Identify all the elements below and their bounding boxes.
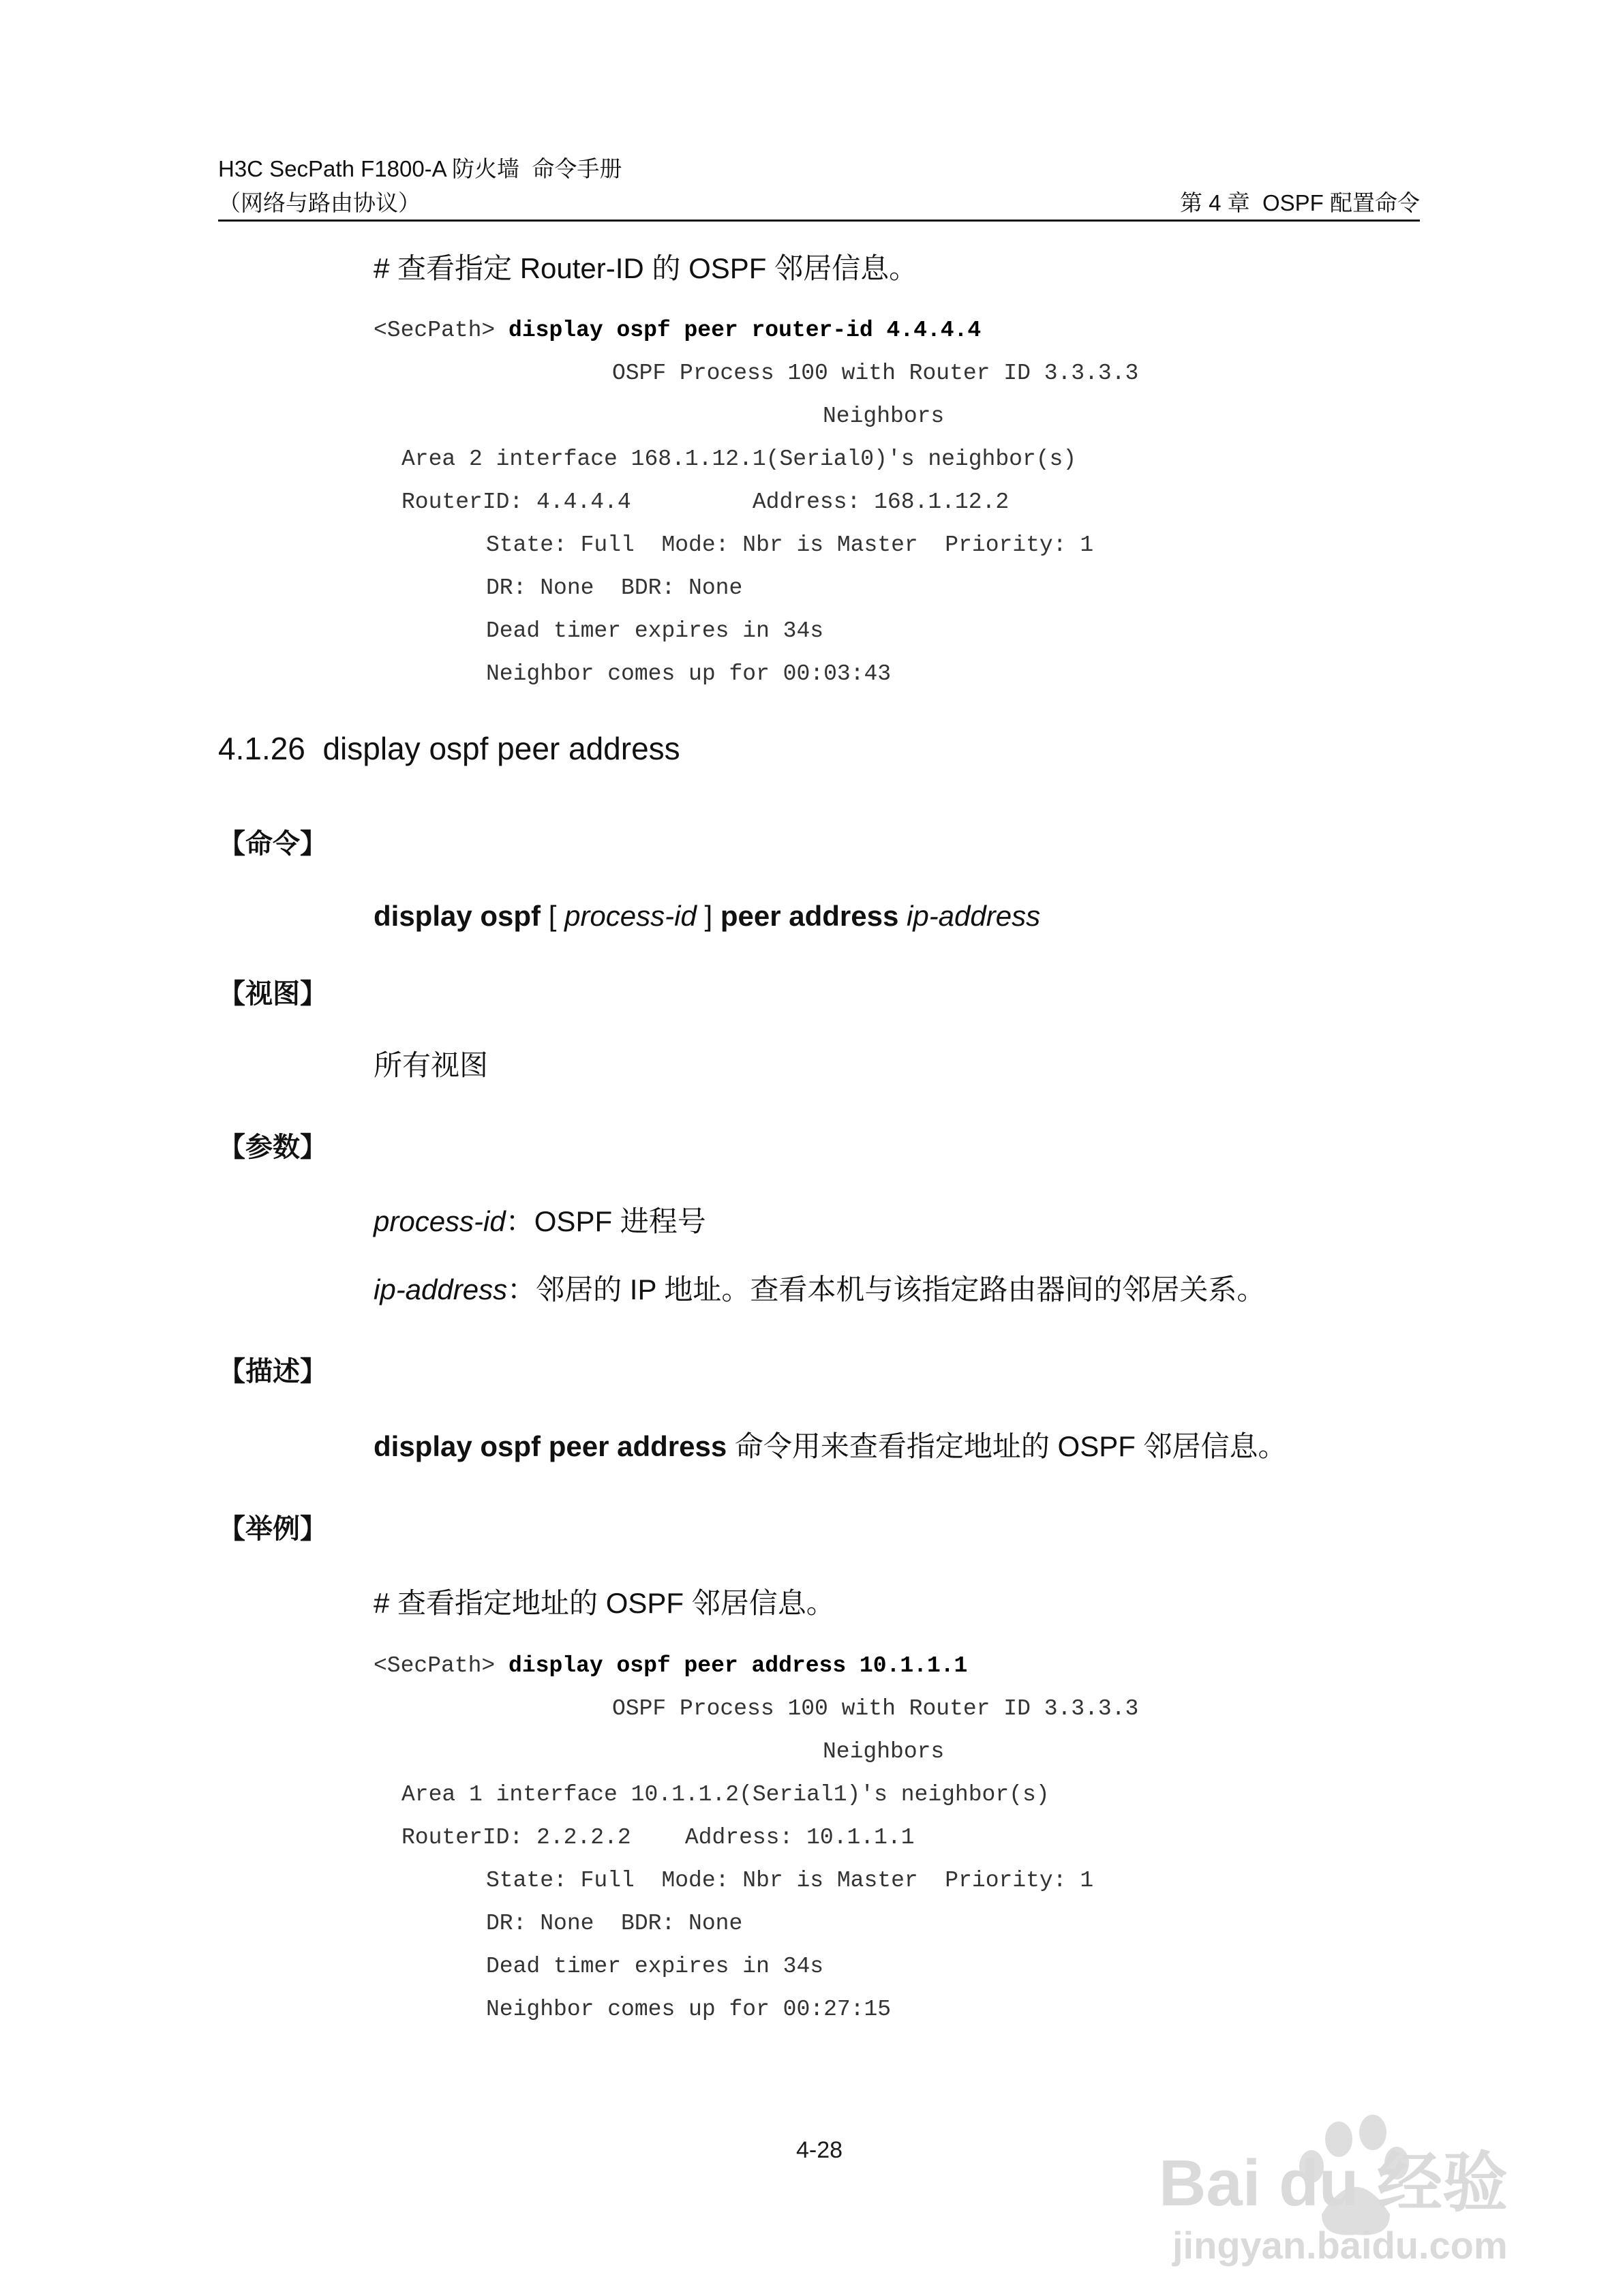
label-view: 【视图】	[218, 979, 327, 1009]
example-command-line	[374, 1652, 967, 1680]
command-syntax	[374, 898, 1040, 934]
example-caption: # 查看指定地址的 OSPF 邻居信息。	[374, 1587, 835, 1619]
section-title: display ospf peer address	[322, 731, 680, 766]
watermark-url: jingyan.baidu.com	[1172, 2224, 1508, 2267]
cli-command: display ospf peer address 10.1.1.1	[509, 1653, 968, 1678]
header-title: H3C SecPath F1800-A 防火墙 命令手册	[218, 156, 622, 181]
param-desc: 邻居的 IP 地址。查看本机与该指定路由器间的邻居关系。	[536, 1273, 1266, 1305]
cli-prompt: <SecPath>	[374, 318, 509, 343]
code-line: DR: None BDR: None	[486, 1911, 743, 1936]
view-text: 所有视图	[374, 1049, 489, 1081]
header-chapter: 第 4 章 OSPF 配置命令	[1179, 190, 1420, 215]
label-description: 【描述】	[218, 1357, 327, 1387]
header-subtitle: （网络与路由协议）	[218, 190, 421, 215]
code-line: Neighbor comes up for 00:03:43	[486, 661, 892, 686]
label-params: 【参数】	[218, 1132, 327, 1162]
code-line: Area 1 interface 10.1.1.2(Serial1)'s neighbor(s)	[401, 1782, 1050, 1807]
syntax-param: process-id	[564, 900, 697, 932]
syntax-bracket-open: [	[541, 900, 565, 932]
param-process-id	[374, 1204, 706, 1239]
section-number: 4.1.26	[218, 731, 305, 766]
syntax-space	[898, 900, 907, 932]
code-line: OSPF Process 100 with Router ID 3.3.3.3	[612, 1696, 1139, 1721]
intro-example-command-line	[374, 317, 981, 344]
label-example: 【举例】	[218, 1514, 327, 1544]
header-rule	[218, 220, 1420, 222]
syntax-keyword: peer address	[720, 900, 899, 932]
param-ip-address	[374, 1272, 1265, 1308]
code-line: Neighbor comes up for 00:27:15	[486, 1997, 892, 2022]
cli-prompt: <SecPath>	[374, 1653, 509, 1678]
param-sep: ：	[507, 1273, 536, 1305]
code-line: OSPF Process 100 with Router ID 3.3.3.3	[612, 361, 1139, 386]
cli-command: display ospf peer router-id 4.4.4.4	[509, 318, 982, 343]
code-line: Area 2 interface 168.1.12.1(Serial0)'s neighbor(s)	[401, 447, 1077, 472]
code-line: State: Full Mode: Nbr is Master Priority: 1	[486, 532, 1094, 558]
syntax-bracket-close: ]	[696, 900, 721, 932]
section-heading	[218, 729, 680, 768]
intro-example-caption: # 查看指定 Router-ID 的 OSPF 邻居信息。	[374, 252, 918, 284]
code-line: State: Full Mode: Nbr is Master Priority: 1	[486, 1868, 1094, 1893]
code-line: Neighbors	[823, 404, 945, 429]
param-name: ip-address	[374, 1273, 508, 1305]
code-line: Dead timer expires in 34s	[486, 618, 824, 644]
page-number: 4-28	[796, 2137, 843, 2163]
param-sep: ：	[505, 1205, 534, 1237]
syntax-param: ip-address	[907, 900, 1041, 932]
code-line: RouterID: 2.2.2.2 Address: 10.1.1.1	[401, 1825, 915, 1850]
code-line: Dead timer expires in 34s	[486, 1954, 824, 1979]
param-name: process-id	[374, 1205, 506, 1237]
code-line: Neighbors	[823, 1739, 945, 1764]
code-line: DR: None BDR: None	[486, 575, 743, 601]
syntax-keyword: display ospf	[374, 900, 541, 932]
param-desc: OSPF 进程号	[534, 1205, 706, 1237]
watermark-brand: Bai du 经验	[1159, 2147, 1508, 2220]
label-command: 【命令】	[218, 829, 327, 859]
description-command: display ospf peer address	[374, 1430, 727, 1462]
description-text	[374, 1429, 1287, 1464]
code-line: RouterID: 4.4.4.4 Address: 168.1.12.2	[401, 489, 1010, 515]
description-body: 命令用来查看指定地址的 OSPF 邻居信息。	[727, 1430, 1287, 1462]
